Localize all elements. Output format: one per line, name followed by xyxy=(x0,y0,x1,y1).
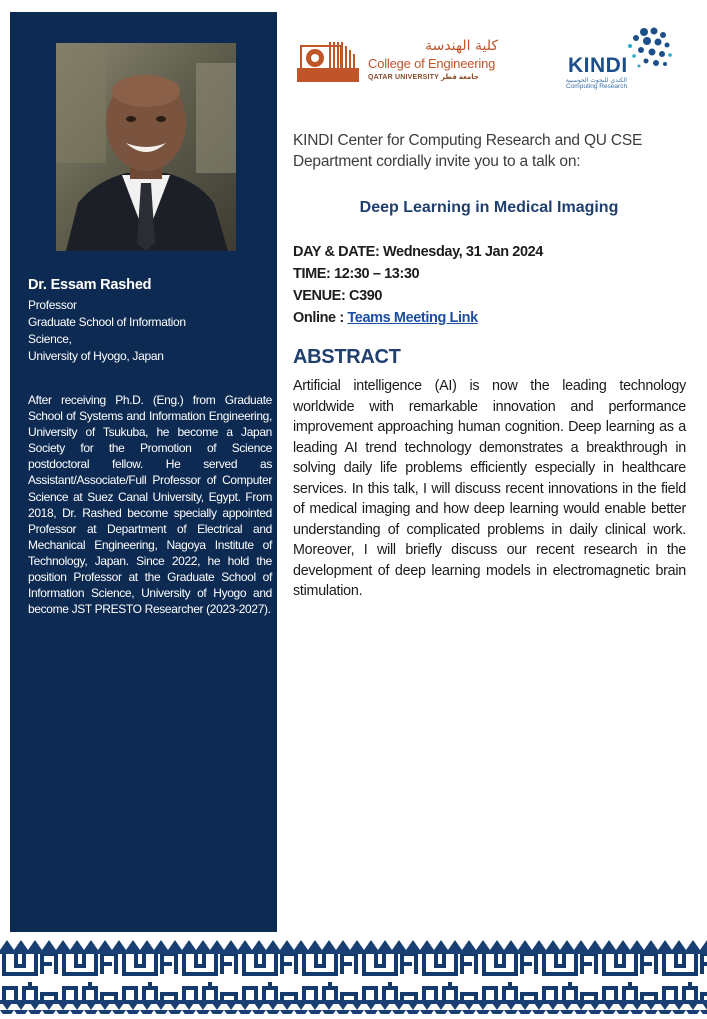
speaker-name: Dr. Essam Rashed xyxy=(28,277,152,293)
speaker-affiliation-line: Science, xyxy=(28,332,72,346)
speaker-sidebar xyxy=(10,12,277,932)
coe-university-name: QATAR UNIVERSITY جامعة قطر xyxy=(368,74,479,81)
abstract-text: Artificial intelligence (AI) is now the leading technology worldwide with remarkable innovation and performance improvement approaching human cognition. Deep learning as a leading AI trend technology demonstrates a breakthrough in solving daily life problems efficiently especially in healthcare services. In this talk, I will discuss recent innovations in the field of medical imaging and how deep learning would enable better understanding of complicated problems in daily clinical work. Moreover, I will briefly discuss our recent research in the development of deep learning models in electromagnetic brain stimulation. xyxy=(293,378,686,599)
time-value: 12:30 – 13:30 xyxy=(334,266,420,282)
date-label: DAY & DATE: xyxy=(293,244,380,260)
coe-english-name: College of Engineering xyxy=(368,56,496,71)
speaker-title: Professor xyxy=(28,298,77,312)
venue-value: C390 xyxy=(349,288,383,304)
teams-meeting-link[interactable]: Teams Meeting Link xyxy=(347,310,478,326)
time-row xyxy=(293,263,693,285)
speaker-university: University of Hyogo, Japan xyxy=(28,349,164,363)
online-label: Online : xyxy=(293,310,344,326)
kindi-logo xyxy=(566,26,676,90)
venue-row xyxy=(293,285,693,307)
abstract-heading: ABSTRACT xyxy=(293,346,401,368)
invitation-text: KINDI Center for Computing Research and QU CSE Department cordially invite you to a talk on: xyxy=(293,132,643,170)
kindi-arabic-name: الكندي للبحوث الحوسبية xyxy=(566,77,627,84)
date-row xyxy=(293,241,693,263)
talk-title: Deep Learning in Medical Imaging xyxy=(359,199,619,216)
speaker-affiliation-line: Graduate School of Information xyxy=(28,315,186,329)
kindi-wordmark: KINDI xyxy=(568,54,628,77)
kindi-english-name: Computing Research xyxy=(566,83,628,90)
speaker-photo xyxy=(56,43,236,251)
event-details xyxy=(293,241,693,329)
coe-wordmark xyxy=(368,38,498,81)
speaker-bio: After receiving Ph.D. (Eng.) from Graduate School of Systems and Information Engineering, University of Tsukuba, he become a Japan Society for the Promotion of Science postdoctoral fellow. He served as Assistant/Associate/Full Professor of Computer Science at Suez Canal University, Egypt. From 2018, Dr. Rashed become specially appointed Professor at Department of Electrical and Mechanical Engineering, Nagoya Institute of Technology, Japan. Since 2022, he hold the position Professor at the Graduate School of Information Science, University of Hyogo and become JST PRESTO Researcher (2023-2027). xyxy=(28,393,272,617)
date-value: Wednesday, 31 Jan 2024 xyxy=(383,244,543,260)
time-label: TIME: xyxy=(293,266,331,282)
venue-label: VENUE: xyxy=(293,288,346,304)
online-row xyxy=(293,307,693,329)
college-of-engineering-logo xyxy=(293,38,498,86)
speaker-info xyxy=(28,277,268,365)
coe-emblem-icon xyxy=(293,38,363,84)
coe-arabic-name: كلية الهندسة xyxy=(425,38,498,54)
decorative-footer-pattern xyxy=(0,940,707,1014)
